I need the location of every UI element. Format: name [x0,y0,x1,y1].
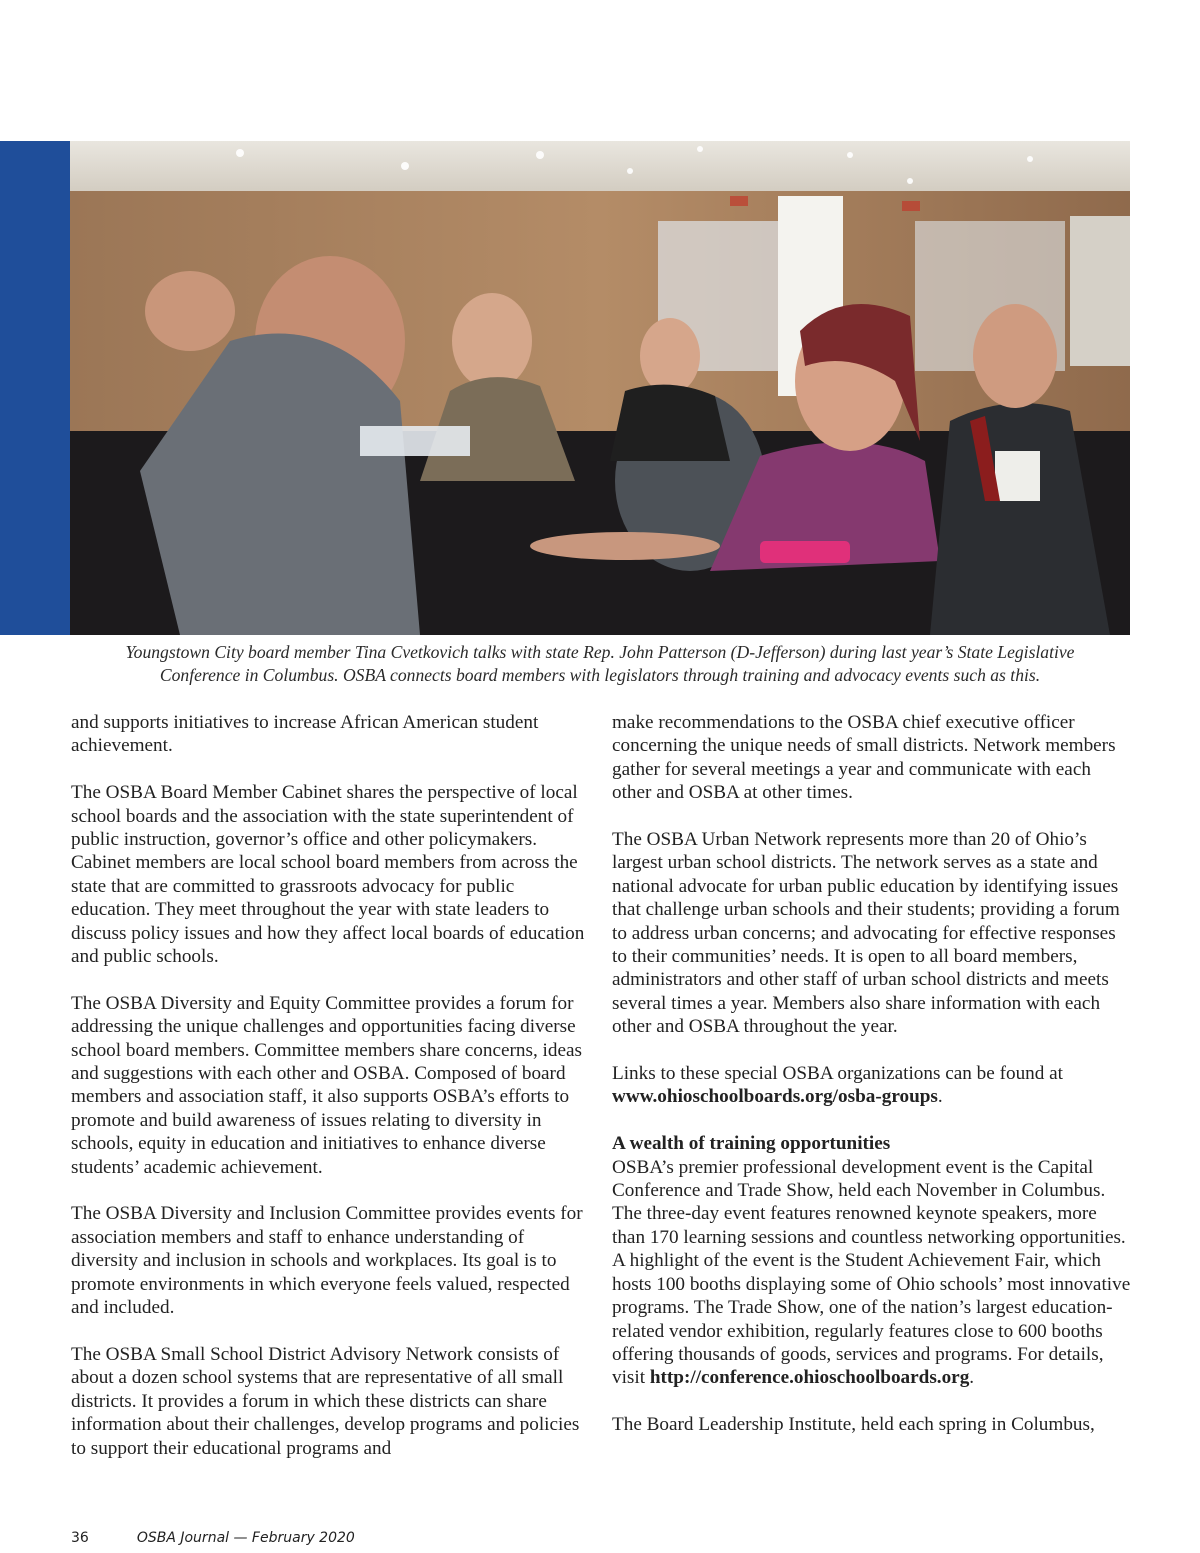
page-number: 36 [71,1530,89,1546]
paragraph-links [612,1062,1132,1109]
osba-groups-link[interactable]: www.ohioschoolboards.org/osba-groups [612,1086,938,1108]
left-column [71,711,591,1483]
paragraph-urban-network: The OSBA Urban Network represents more than 20 of Ohio’s largest urban school districts. The network serves as a state and national advocate for urban public education by identifying issues that challenge urban schools and their students; providing a forum to address urban concerns; and advocating for effective responses to their communities’ needs. It is open to all board members, administrators and other staff of urban school districts and meets several times a year. Members also share information with each other and OSBA throughout the year. [612,829,1120,1038]
paragraph-board-leadership-institute: The Board Leadership Institute, held each spring in Columbus, [612,1414,1095,1436]
paragraph-african-american-initiatives: and supports initiatives to increase African American student achievement. [71,712,539,757]
links-period: . [937,1086,943,1108]
paragraph-diversity-equity-committee: The OSBA Diversity and Equity Committee provides a forum for addressing the unique challenges and opportunities facing diverse school board members. Committee members share concerns, ideas and suggestions with each other and OSBA. Composed of board members and association staff, it also supports OSBA’s efforts to promote and build awareness of issues relating to diversity in schools, equity in education and initiatives to enhance diverse students’ academic achievement. [71,992,582,1178]
caption-line-2: Conference in Columbus. OSBA connects board members with legislators through training and advocacy events such as this. [159,665,1041,685]
publication-name: OSBA Journal — February 2020 [136,1530,355,1546]
paragraph-diversity-inclusion-committee: The OSBA Diversity and Inclusion Committee provides events for association members and staff to enhance understanding of diversity and inclusion in schools and workplaces. Its goal is to promote environments in which everyone feels valued, respected and included. [71,1203,583,1319]
page-footer [71,1530,355,1546]
links-text: Links to these special OSBA organizations can be found at [612,1063,1063,1085]
caption-line-1: Youngstown City board member Tina Cvetkovich talks with state Rep. John Patterson (D-Jefferson) during last year’s State Legislative [125,642,1075,662]
conference-photo [70,141,1130,635]
conference-link[interactable]: http://conference.ohioschoolboards.org [649,1367,970,1389]
accent-bar [0,141,70,635]
conference-period: . [969,1367,975,1389]
capital-conference-text: OSBA’s premier professional development event is the Capital Conference and Trade Show, held each November in Columbus. The three-day event features renowned keynote speakers, more than 170 learning sessions and countless networking opportunities. A highlight of the event is the Student Achievement Fair, which hosts 100 booths displaying some of Ohio schools’ most innovative programs. The Trade Show, one of the nation’s largest education-related vendor exhibition, regularly features close to 600 booths offering thousands of goods, services and programs. For details, visit [612,1156,1131,1389]
section-heading-training: A wealth of training opportunities [612,1133,891,1155]
paragraph-board-member-cabinet: The OSBA Board Member Cabinet shares the perspective of local school boards and the association with the state superintendent of public instruction, governor’s office and other policymakers. Cabinet members are local school board members from across the state that are committed to grassroots advocacy for public education. They meet throughout the year with state leaders to discuss policy issues and how they affect local boards of education and public schools. [71,782,585,968]
paragraph-capital-conference [612,1156,1132,1390]
paragraph-small-districts-continued: make recommendations to the OSBA chief executive officer concerning the unique needs of small districts. Network members gather for several meetings a year and communicate with each other and OSBA at other times. [612,712,1116,804]
photo-caption [70,641,1130,687]
right-column [612,711,1132,1460]
paragraph-small-school-network: The OSBA Small School District Advisory Network consists of about a dozen school systems that are representative of all small districts. It provides a forum in which these districts can share information about their challenges, develop programs and policies to support their educational programs and [71,1343,580,1459]
